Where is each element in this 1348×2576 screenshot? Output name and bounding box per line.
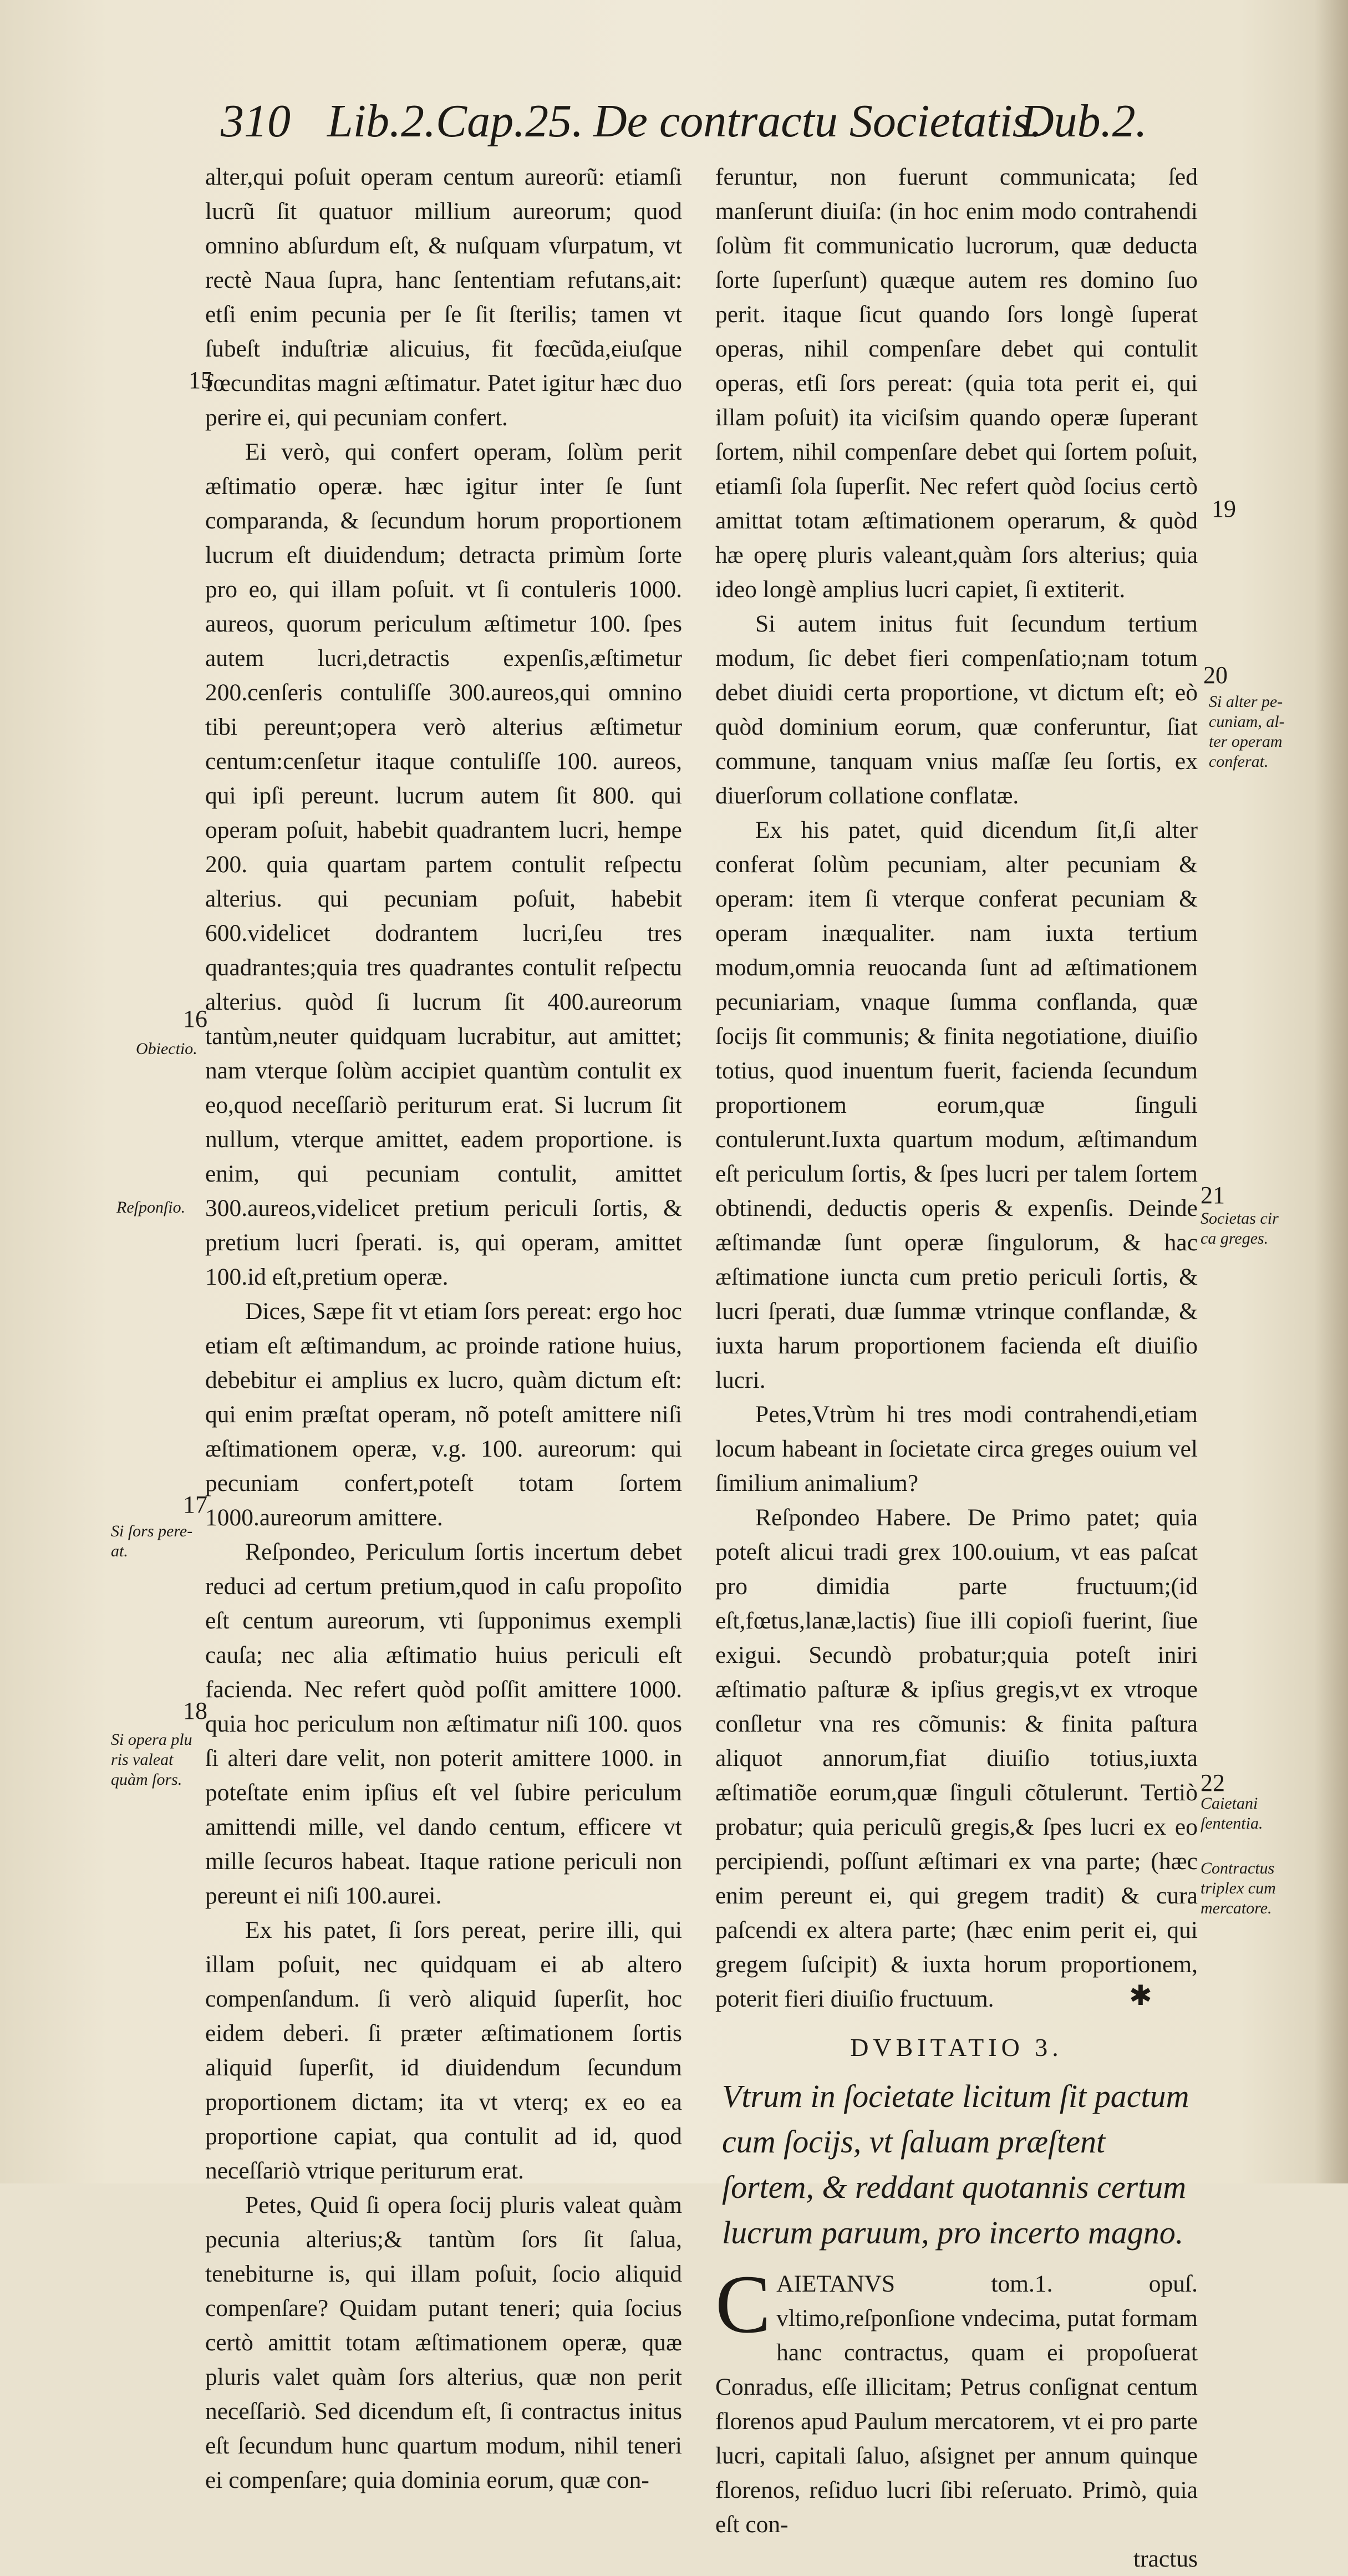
paragraph-number: 18 [183, 1697, 207, 1724]
paragraph: feruntur, non fuerunt communicata; ſed manſerunt diuiſa: (in hoc enim modo contrahendi ſolùm fit communicatio lucrorum, quæ deducta ſorte ſuperſunt) quæque autem res domino ſuo perit. itaque ſicut quando ſors longè ſuperat operas, nihil compenſare debet qui contulit operas, etſi ſors pereat: (quia tota perit ei, qui illam poſuit) ita viciſsim quando operæ ſuperant ſortem, nihil compenſare debet qui ſortem poſuit, etiamſi ſola ſuperſit. Nec refert quòd ſocius certò amittat totam æſtimationem operarum, & quòd hæ operę pluris valeant,quàm ſors alterius; quia ideo longè amplius lucri capiet, ſi extiterit. [715, 164, 1198, 603]
paragraph: alter,qui poſuit operam centum aureorũ: etiamſi lucrũ ſit quatuor millium aureorum; quod omnino abſurdum eſt, & nuſquam vſurpatum, vt rectè Naua ſupra, hanc ſententiam refutans,ait: etſi enim pecunia per ſe ſit ſterilis; tamen vt ſubeſt induſtriæ alicuius, fit fœcũda,eiuſque fœcunditas magni æſtimatur. Patet igitur hæc duo perire ei, qui pecuniam confert. [205, 164, 682, 431]
left-column [205, 160, 682, 2497]
drop-cap: C [715, 2258, 771, 2350]
paragraph-number: 17 [183, 1491, 207, 1518]
paragraph: Ei verò, qui confert operam, ſolùm perit æſtimatio operæ. hæc igitur inter ſe ſunt comparanda, & ſecundum horum proportionem lucrum eſt diuidendum; detracta primùm ſorte pro eo, qui illam poſuit. vt ſi contuleris 1000. aureos, quorum periculum æſtimetur 100. ſpes autem lucri,detractis expenſis,æſtimetur 200.cenſeris contuliſſe 300.aureos,qui omnino tibi pereunt;opera verò alterius æſtimetur centum:cenſetur itaque contuliſſe 100. aureos, qui ipſi pereunt. lucrum autem ſit 800. qui operam poſuit, habebit quadrantem lucri, hempe 200. quia quartam partem contulit reſpectu alterius. qui pecuniam poſuit, habebit 600.videlicet dodrantem lucri,ſeu tres quadrantes;quia tres quadrantes contulit reſpectu alterius. quòd ſi lucrum ſit 400.aureorum tantùm,neuter quidquam lucrabitur, aut amittet; nam vterque ſolùm accipiet quantùm contulit ex eo,quod neceſſariò periturum erat. Si lucrum ſit nullum, vterque amittet, eadem proportione. is enim, qui pecuniam contulit, amittet 300.aureos,videlicet pretium periculi ſortis, & pretium lucri ſperati. is, qui operam, amittet 100.id eſt,pretium operæ. [205, 439, 682, 1290]
right-column [715, 160, 1198, 2576]
catchword: tractus [1133, 2546, 1198, 2572]
book-chapter: Lib.2.Cap.25. [327, 95, 584, 147]
margin-note-objectio: Obiectio. [136, 1040, 197, 1058]
ornament-asterisk: ✱ [1129, 1980, 1152, 2011]
margin-note-si-alter: Si alter pe- cuniam, al- ter operam conferat. [1209, 693, 1285, 771]
paragraph-number: 15 [189, 366, 213, 394]
paragraph-number: 20 [1203, 661, 1228, 689]
final-paragraph [715, 2258, 1198, 2542]
margin-note-societas-greges: Societas cir ca greges. [1201, 1209, 1279, 1248]
paragraph: Dices, Sæpe fit vt etiam ſors pereat: ergo hoc etiam eſt æſtimandum, ac proinde ratione huius, debebitur ei amplius ex lucro, quàm dictum eſt: qui enim præſtat operam, nõ poteſt amittere niſi æſtimationem operæ, v.g. 100. aureorum: qui pecuniam confert,poteſt totam ſortem 1000.aureorum amittere. [205, 1298, 682, 1531]
paragraph-number: 21 [1201, 1182, 1225, 1209]
dubitatio-ref: Dub.2. [1020, 95, 1147, 147]
margin-note-caietani: Caietani ſententia. [1201, 1794, 1263, 1832]
final-paragraph-text: AIETANVS tom.1. opuſ. vltimo,reſponſione vndecima, putat formam hanc contractus, quam ei propoſuerat Conradus, eſſe illicitam; Petrus conſignat centum florenos apud Paulum mercatorem, vt ei pro parte lucri, capitali ſaluo, aſsignet per annum quinque florenos, reſiduo lucri ſibi reſeruato. Primò, quia eſt con- [715, 2270, 1198, 2538]
dubitatio-question: Vtrum in ſocietate licitum ſit pactum cum ſocijs, vt ſaluam præſtent ſortem, & reddant quotannis certum lucrum paruum, pro incerto magno. [722, 2078, 1189, 2251]
binding-shadow [1315, 0, 1348, 2183]
paragraph-number: 16 [183, 1005, 207, 1032]
paragraph: Petes, Quid ſi opera ſocij pluris valeat quàm pecunia alterius;& tantùm ſors ſit ſalua, tenebiturne is, qui illam poſuit, ſocio aliquid compenſare? Quidam putant teneri; quia ſocius certò amittit totam æſtimationem operæ, quæ pluris valet quàm ſors alterius, quæ non perit neceſſariò. Sed dicendum eſt, ſi contractus initus eſt ſecundum hunc quartum modum, nihil teneri ei compenſare; quia dominia eorum, quæ con- [205, 2192, 682, 2493]
margin-note-si-sors-pereat: Si ſors pere- at. [111, 1522, 193, 1560]
paragraph: Petes,Vtrùm hi tres modi contrahendi,etiam locum habeant in ſocietate circa greges ouium vel ſimilium animalium? [715, 1401, 1198, 1496]
paragraph: Reſpondeo, Periculum ſortis incertum debet reduci ad certum pretium,quod in caſu propoſito eſt centum aureorum, vti ſupponimus exempli cauſa; nec alia æſtimatio huius periculi eſt facienda. Nec refert quòd poſſit amittere 1000. quia hoc periculum non æſtimatur niſi 100. quos ſi alteri dare velit, non poterit amittere 1000. in poteſtate enim ipſius eſt vel ſubire periculum amittendi mille, vel dando centum, efficere vt mille ſecuros habeat. Itaque ratione periculi non pereunt ei niſi 100.aurei. [205, 1539, 682, 1909]
running-header [216, 94, 1147, 155]
margin-note-contractus-triplex: Contractus triplex cum mercatore. [1201, 1859, 1276, 1917]
paragraph: Ex his patet, ſi ſors pereat, perire illi, qui illam poſuit, nec quidquam ei ab altero compenſandum. ſi verò aliquid ſuperſit, hoc eidem deberi. ſi præter æſtimationem ſortis aliquid ſuperſit, id diuidendum ſecundum proportionem dictam; ita vt vterq; ex eo ea proportione capiat, qua contulit ad id, quod neceſſariò vtrique periturum erat. [205, 1917, 682, 2184]
margin-note-si-opera-pluris: Si opera plu ris valeat quàm ſors. [111, 1730, 192, 1789]
dubitatio-heading: DVBITATIO 3. [850, 2033, 1063, 2061]
paragraph: Reſpondeo Habere. De Primo patet; quia poteſt alicui tradi grex 100.ouium, vt eas paſcat pro dimidia parte fructuum;(id eſt,fœtus,lanæ,lactis) ſiue illi copioſi fuerint, ſiue exigui. Secundò probatur;quia poteſt iniri æſtimatio paſturæ & ipſius gregis,vt ex vtroque conſletur vna res cõmunis: & finita paſtura aliquot annorum,fiat diuiſio totius,iuxta æſtimatiõe eorum,quæ ſinguli cõtulerunt. Tertiò probatur; quia periculũ gregis,& ſpes lucri ex eo percipiendi, poſſunt æſtimari ex vna parte; (hæc enim pereunt ei, qui gregem tradit) & cura paſcendi ex altera parte; (hæc enim perit ei, qui gregem ſuſcipit) & iuxta horum proportionem, poterit fieri diuiſio fructuum. [715, 1504, 1198, 2012]
header-title: De contractu Societatis. [593, 95, 1042, 147]
paragraph-number: 19 [1212, 495, 1236, 522]
paragraph: Ex his patet, quid dicendum ſit,ſi alter conferat ſolùm pecuniam, alter pecuniam & operam: item ſi vterque conferat pecuniam & operam inæqualiter. nam iuxta tertium modum,omnia reuocanda ſunt ad æſtimationem pecuniariam, vnaque ſumma conflanda, quæ ſocijs ſit communis; & finita negotiatione, diuiſio totius, quod inuentum fuerit, facienda ſecundum proportionem eorum,quæ ſinguli contulerunt.Iuxta quartum modum, æſtimandum eſt periculum ſortis, & ſpes lucri per talem ſortem obtinendi, deductis operis & expenſis. Deinde æſtimandæ ſunt operæ ſingulorum, & hac æſtimatione iuncta cum pretio periculi ſortis, & lucri ſperati, duæ ſummæ vtrinque conflandæ, & iuxta harum proportionem facienda eſt diuiſio lucri. [715, 817, 1198, 1393]
page-number: 310 [221, 95, 291, 147]
paragraph-number: 22 [1201, 1769, 1225, 1796]
paragraph: Si autem initus fuit ſecundum tertium modum, ſic debet fieri compenſatio;nam totum debet diuidi certa proportione, vt dictum eſt; eò quòd dominium eorum, quæ conferuntur, ſiat commune, tanquam vnius maſſæ ſeu ſortis, ex diuerſorum collatione conflatæ. [715, 610, 1198, 809]
margin-note-responsio: Reſponſio. [116, 1198, 186, 1216]
